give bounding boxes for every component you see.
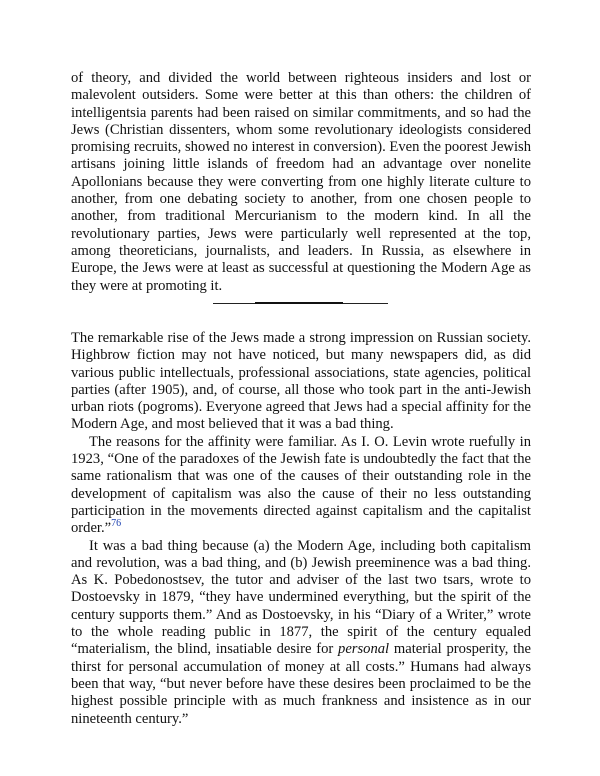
section-divider bbox=[213, 303, 388, 304]
section-bottom bbox=[71, 330, 531, 728]
paragraph-rise-of-jews: The remarkable rise of the Jews made a strong impression on Russian society. Highbrow fiction may not have noticed, but many newspapers did, as did various public intellectuals, professional associations, state agencies, political parties (after 1905), and, of course, all those who took part in the anti-Jewish urban riots (pogroms). Everyone agreed that Jews had a special affinity for the Modern Age, and most believed that it was a bad thing. bbox=[71, 330, 531, 433]
paragraph-affinity-text: The reasons for the affinity were familiar. As I. O. Levin wrote ruefully in 1923, “One of the paradoxes of the Jewish fate is undoubtedly the fact that the same rationalism that was one of the causes of their outstanding role in the development of capitalism was also the cause of their no less outstanding participation in the movements directed against capitalism and the capitalist order.” bbox=[71, 433, 531, 537]
footnote-ref-76[interactable]: 76 bbox=[111, 518, 122, 530]
paragraph-bad-thing bbox=[71, 538, 531, 728]
section-divider-accent bbox=[255, 302, 343, 304]
paragraph-bad-thing-text-2: material prosperity, the thirst for personal accumulation of money at all costs.” Humans had always been that way, “but never before have these desires been proclaimed to be the highest possible principle with as much frankness and insistence as in our nineteenth century.” bbox=[71, 641, 531, 727]
emphasis-personal: personal bbox=[338, 641, 390, 658]
section-top bbox=[71, 70, 531, 295]
paragraph-bad-thing-text-1: It was a bad thing because (a) the Modern Age, including both capitalism and revolution, was a bad thing, and (b) Jewish preeminence was a bad thing. As K. Pobedonostsev, the tutor and adviser of the last two tsars, wrote to Dostoevsky in 1879, “they have undermined everything, but the spirit of the century supports them.” And as Dostoevsky, in his “Diary of a Writer,” wrote to the whole reading public in 1877, the spirit of the century equaled “materialism, the blind, insatiable desire for bbox=[71, 537, 531, 658]
paragraph-affinity-reasons bbox=[71, 434, 531, 538]
paragraph-continued: of theory, and divided the world between righteous insiders and lost or malevolent outsiders. Some were better at this than others: the children of intelligentsia parents had been raised on similar commitments, and so had the Jews (Christian dissenters, whom some revolutionary ideologists considered promising recruits, showed no interest in conversion). Even the poorest Jewish artisans joining little islands of freedom had an advantage over nonelite Apollonians because they were converting from one highly literate culture to another, from one debating society to another, from one chosen people to another, from traditional Mercurianism to the modern kind. In all the revolutionary parties, Jews were particularly well represented at the top, among theoreticians, journalists, and leaders. In Russia, as elsewhere in Europe, the Jews were at least as successful at questioning the Modern Age as they were at promoting it. bbox=[71, 70, 531, 294]
